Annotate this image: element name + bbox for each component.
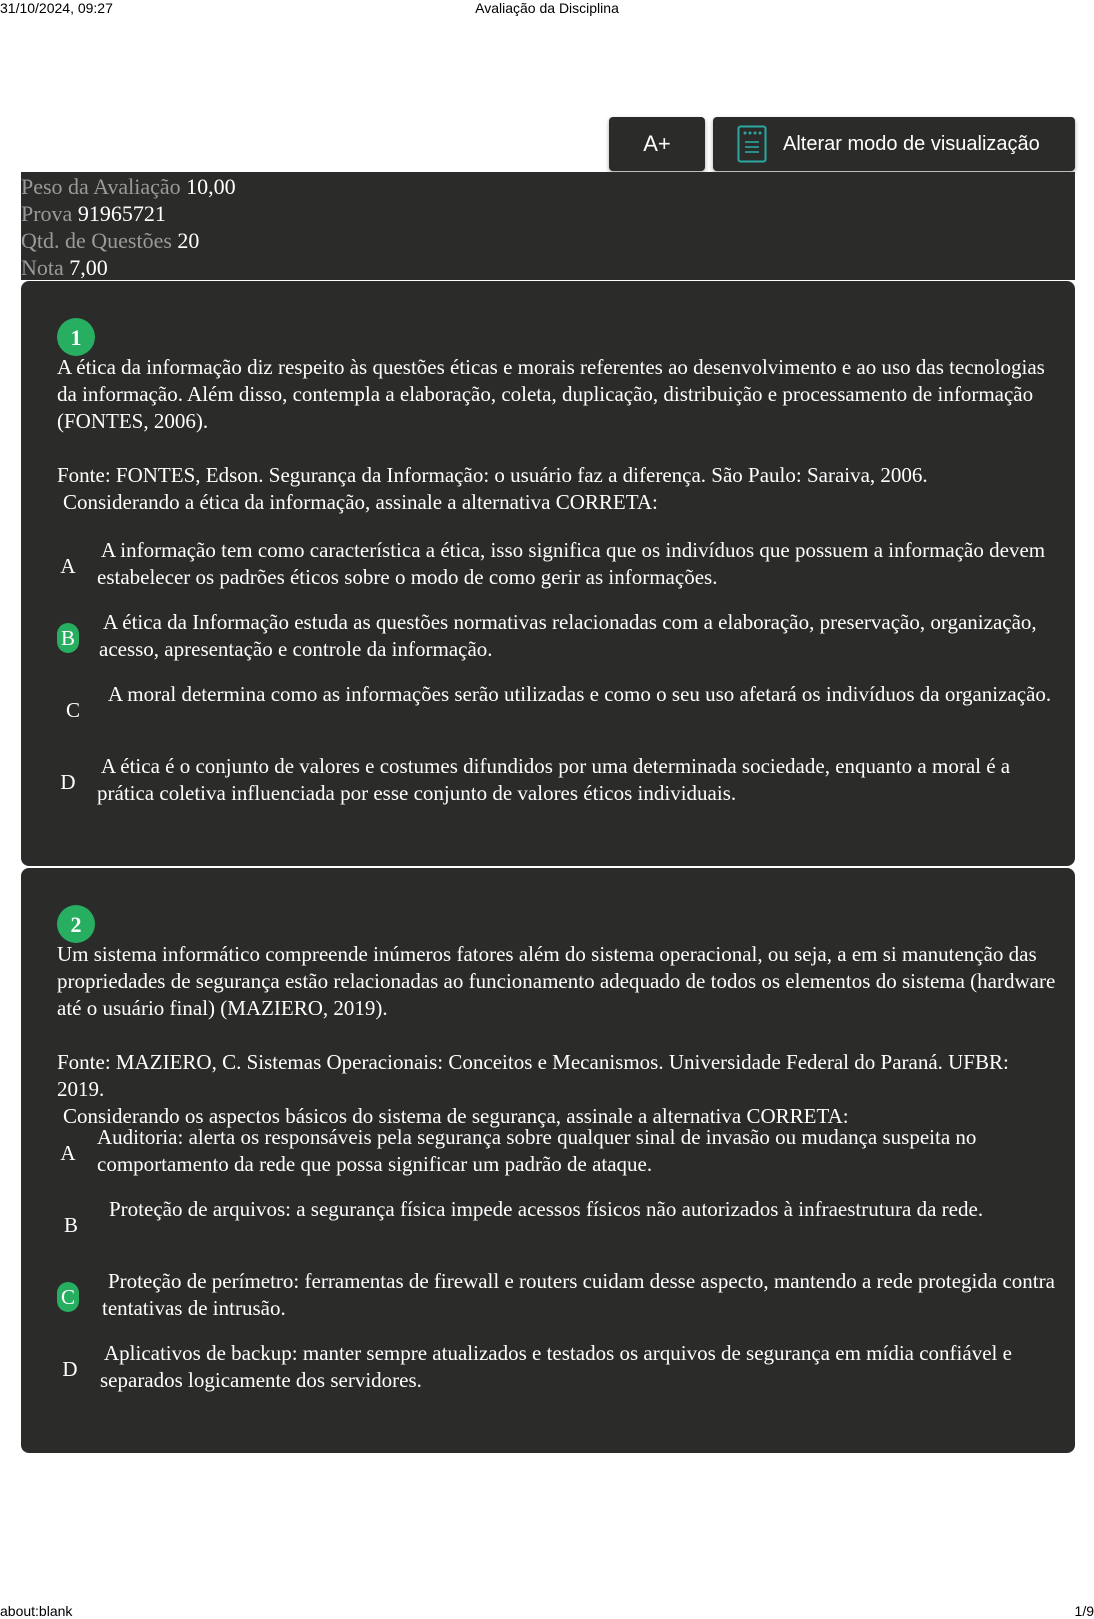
question-text (57, 941, 1057, 1130)
question-prompt: Considerando os aspectos básicos do sistema de segurança, assinale a alternativa CORRETA: (63, 1104, 849, 1128)
alternative-c[interactable] (57, 681, 1057, 737)
font-increase-button[interactable] (609, 117, 705, 171)
alternative-letter-correct: C (57, 1282, 79, 1312)
print-url: about:blank (0, 1603, 73, 1619)
question-statement: Um sistema informático compreende inúmeros fatores além do sistema operacional, ou seja, a em si manutenção das propriedades de segurança estão relacionadas ao funcionamento adequado de todos os elementos do sistema (hardware até o usuário final) (MAZIERO, 2019). (57, 942, 1056, 1020)
alternative-d[interactable] (57, 1340, 1057, 1396)
summary-weight: Peso da Avaliação 10,00 (21, 174, 236, 199)
view-mode-button[interactable] (713, 117, 1075, 171)
alternative-letter: D (60, 769, 76, 794)
alternative-text: A moral determina como as informações serão utilizadas e como o seu uso afetará os indivíduos da organização. (108, 682, 1052, 706)
question-source: Fonte: FONTES, Edson. Segurança da Informação: o usuário faz a diferença. São Paulo: Saraiva, 2006. (57, 463, 928, 487)
font-increase-label: A+ (643, 131, 671, 156)
question-prompt: Considerando a ética da informação, assinale a alternativa CORRETA: (63, 490, 658, 514)
alternative-letter: B (63, 1212, 78, 1237)
alternative-text: Proteção de arquivos: a segurança física impede acessos físicos não autorizados à infraestrutura da rede. (109, 1197, 984, 1221)
alternative-a[interactable] (57, 1124, 1057, 1180)
alternative-b[interactable] (57, 1196, 1057, 1252)
alternative-text: A ética da Informação estuda as questões normativas relacionadas com a elaboração, preservação, organização, acesso, apresentação e controle da informação. (99, 610, 1037, 661)
alternative-letter: A (60, 553, 76, 578)
alternative-letter: D (62, 1356, 78, 1381)
print-page-title: Avaliação da Disciplina (475, 0, 619, 16)
summary-question-count: Qtd. de Questões 20 (21, 228, 200, 253)
question-card-1 (21, 281, 1075, 866)
alternative-text: Aplicativos de backup: manter sempre atualizados e testados os arquivos de segurança em mídia confiável e separados logicamente dos servidores. (100, 1341, 1012, 1392)
alternative-text: A informação tem como característica a ética, isso significa que os indivíduos que possuem a informação devem estabelecer os padrões éticos sobre o modo de como gerir as informações. (97, 538, 1046, 589)
print-page-number: 1/9 (1074, 1603, 1094, 1619)
alternative-text: Proteção de perímetro: ferramentas de firewall e routers cuidam desse aspecto, mantendo a rede protegida contra tentativas de intrusão. (102, 1269, 1055, 1320)
summary-exam: Prova 91965721 (21, 201, 166, 226)
question-number-badge: 2 (57, 905, 95, 943)
question-source: Fonte: MAZIERO, C. Sistemas Operacionais: Conceitos e Mecanismos. Universidade Federal do Paraná. UFBR: 2019. (57, 1050, 1009, 1101)
alternative-text: Auditoria: alerta os responsáveis pela segurança sobre qualquer sinal de invasão ou mudança suspeita no comportamento da rede que possa significar um padrão de ataque. (97, 1125, 977, 1176)
alternative-letter: A (60, 1140, 76, 1165)
view-mode-label: Alterar modo de visualização (783, 132, 1040, 155)
alternative-c[interactable] (57, 1268, 1057, 1324)
question-number-badge: 1 (57, 318, 95, 356)
exam-summary (21, 172, 1075, 280)
question-statement: A ética da informação diz respeito às questões éticas e morais referentes ao desenvolvimento e ao uso das tecnologias da informação. Além disso, contempla a elaboração, coleta, duplicação, distribuição e processamento de informação (FONTES, 2006). (57, 355, 1045, 433)
question-text (57, 354, 1057, 516)
summary-grade: Nota 7,00 (21, 255, 108, 280)
question-card-2 (21, 868, 1075, 1453)
document-icon (737, 125, 767, 163)
alternative-a[interactable] (57, 537, 1057, 593)
alternative-letter: C (65, 697, 80, 722)
print-header (0, 0, 1094, 18)
print-datetime: 31/10/2024, 09:27 (0, 0, 113, 16)
alternative-b[interactable] (57, 609, 1057, 665)
alternative-letter-correct: B (57, 623, 79, 653)
alternative-d[interactable] (57, 753, 1057, 809)
print-footer (0, 1601, 1094, 1619)
alternative-text: A ética é o conjunto de valores e costumes difundidos por uma determinada sociedade, enquanto a moral é a prática coletiva influenciada por esse conjunto de valores éticos individuais. (97, 754, 1011, 805)
